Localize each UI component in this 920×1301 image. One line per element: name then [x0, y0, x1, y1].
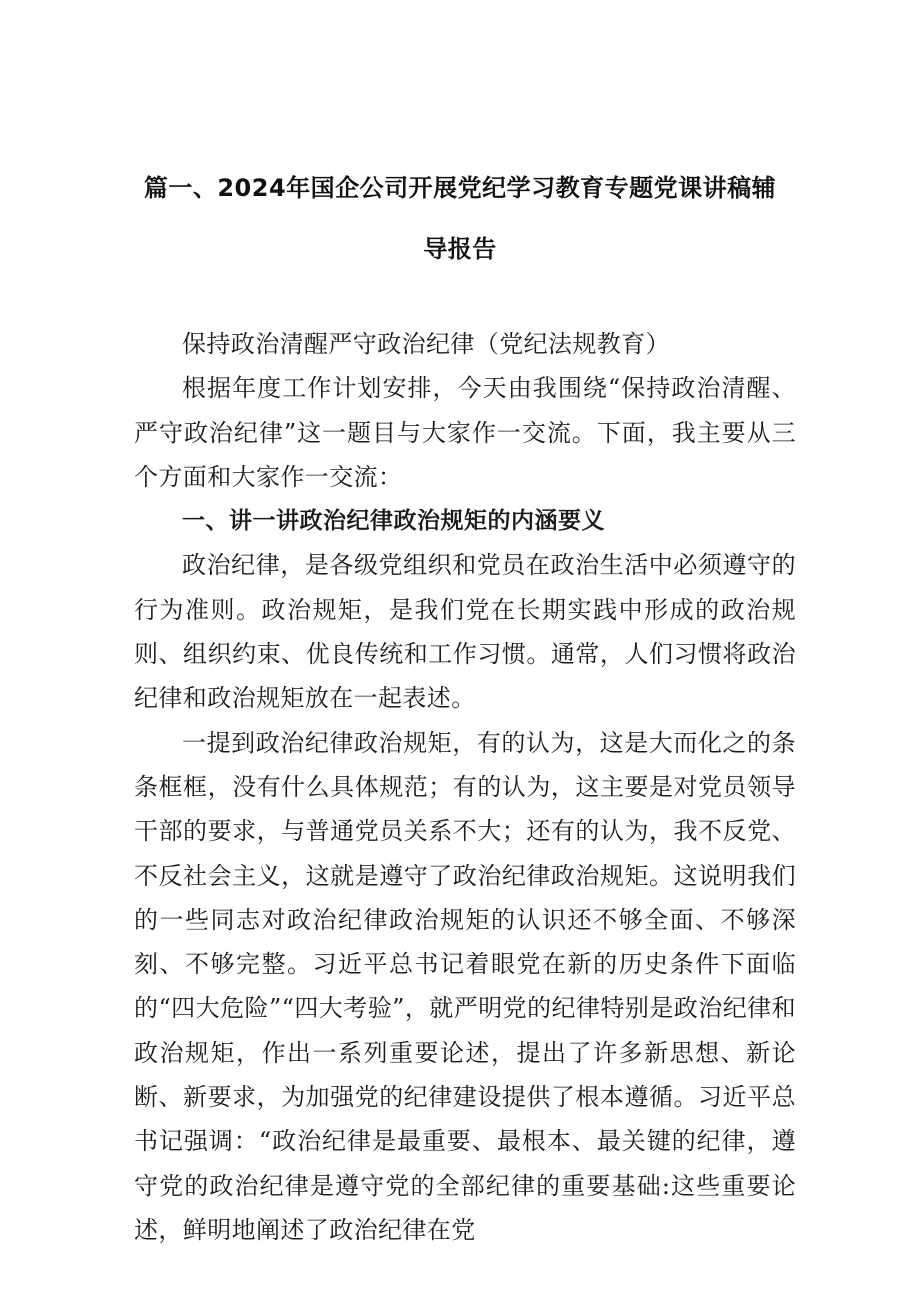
document-title-line-2: 导报告 [423, 235, 497, 263]
paragraph-discussion: 一提到政治纪律政治规矩，有的认为，这是大而化之的条条框框，没有什么具体规范；有的认为，这主要是对党员领导干部的要求，与普通党员关系不大；还有的认为，我不反党、不反社会主义，这就是遵守了政治纪律政治规矩。这说明我们的一些同志对政治纪律政治规矩的认识还不够全面、不够深刻、不够完整。习近平总书记着眼党在新的历史条件下面临的“四大危险”“四大考验”，就严明党的纪律特别是政治纪律和政治规矩，作出一系列重要论述，提出了许多新思想、新论断、新要求，为加强党的纪律建设提供了根本遵循。习近平总书记强调：“政治纪律是最重要、最根本、最关键的纪律，遵守党的政治纪律是遵守党的全部纪律的重要基础:这些重要论述，鲜明地阐述了政治纪律在党 [134, 728, 796, 1244]
document-body [134, 322, 796, 1252]
document-subtitle: 保持政治清醒严守政治纪律（党纪法规教育） [182, 330, 670, 358]
document-title-line-1: 篇一、2024年国企公司开展党纪学习教育专题党课讲稿辅 [143, 174, 777, 202]
paragraph-intro: 根据年度工作计划安排，今天由我围绕“保持政治清醒、严守政治纪律”这一题目与大家作一交流。下面，我主要从三个方面和大家作一交流： [134, 374, 796, 491]
section-heading-1: 一、讲一讲政治纪律政治规矩的内涵要义 [182, 508, 605, 535]
paragraph-definition: 政治纪律，是各级党组织和党员在政治生活中必须遵守的行为准则。政治规矩，是我们党在长期实践中形成的政治规则、组织约束、优良传统和工作习惯。通常，人们习惯将政治纪律和政治规矩放在一起表述。 [134, 551, 796, 713]
